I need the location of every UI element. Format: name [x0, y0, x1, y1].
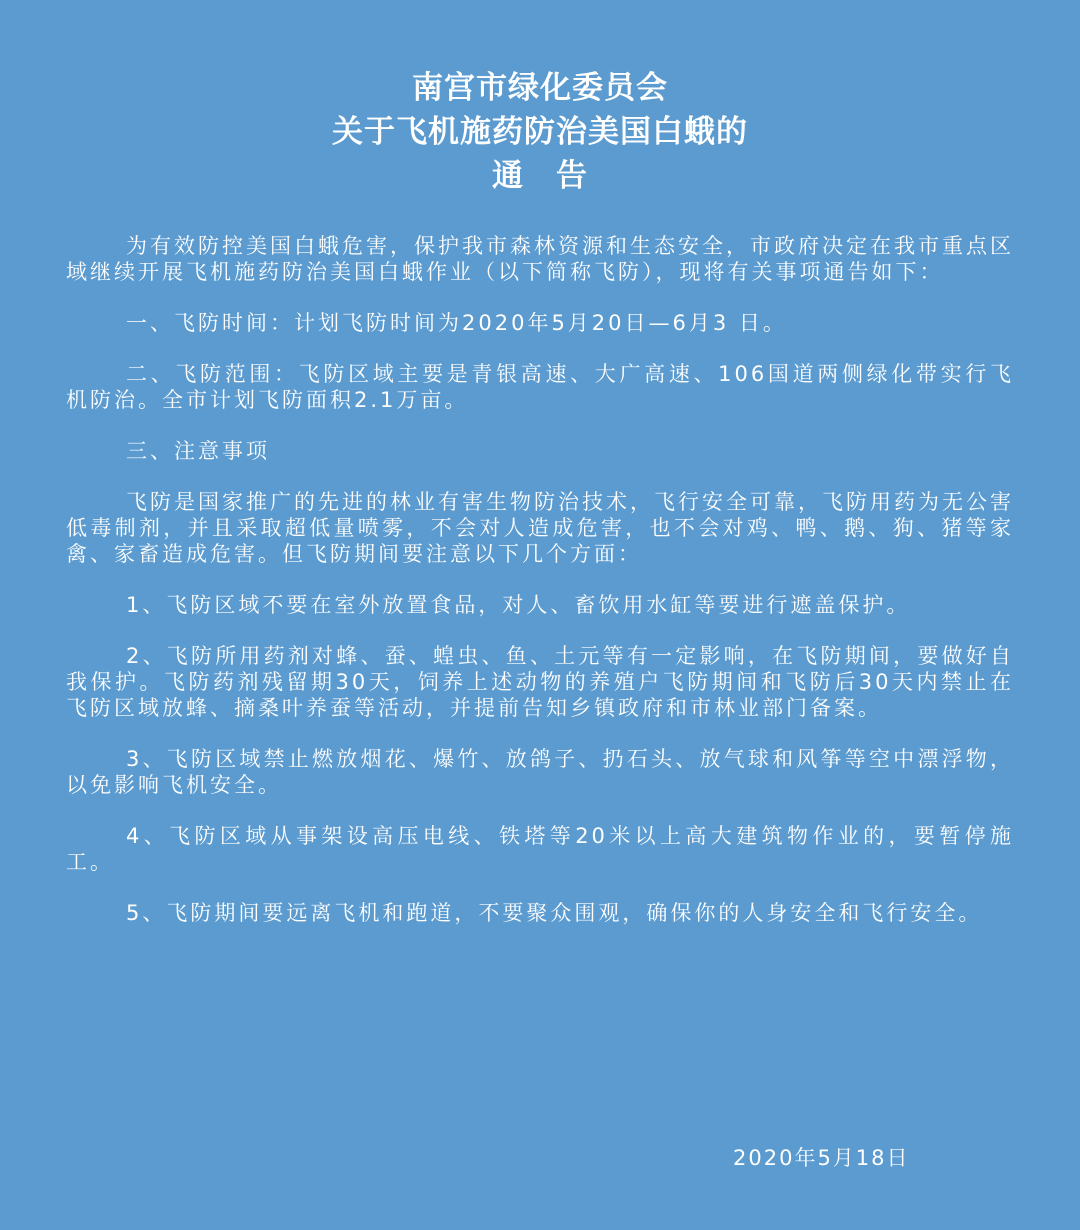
- section-notes-heading: 三、注意事项: [126, 439, 270, 463]
- notice-body: [66, 233, 1014, 951]
- note-item-1: 1、飞防区域不要在室外放置食品，对人、畜饮用水缸等要进行遮盖保护。: [126, 593, 911, 617]
- intro-paragraph: 为有效防控美国白蛾危害，保护我市森林资源和生态安全，市政府决定在我市重点区域继续开展飞机施药防治美国白蛾作业（以下简称飞防），现将有关事项通告如下：: [66, 234, 1014, 284]
- subject-title: 关于飞机施药防治美国白蛾的: [332, 114, 748, 150]
- notes-intro-paragraph: 飞防是国家推广的先进的林业有害生物防治技术，飞行安全可靠，飞防用药为无公害低毒制剂，并且采取超低量喷雾，不会对人造成危害，也不会对鸡、鸭、鹅、狗、猪等家禽、家畜造成危害。但飞防期间要注意以下几个方面：: [66, 490, 1014, 566]
- note-item-4: 4、飞防区域从事架设高压电线、铁塔等20米以上高大建筑物作业的，要暂停施工。: [66, 824, 1014, 874]
- notice-title: [0, 66, 1080, 198]
- note-item-5: 5、飞防期间要远离飞机和跑道，不要聚众围观，确保你的人身安全和飞行安全。: [126, 901, 983, 925]
- section-scope: 二、飞防范围：飞防区域主要是青银高速、大广高速、106国道两侧绿化带实行飞机防治。全市计划飞防面积2.1万亩。: [66, 362, 1014, 412]
- issuer-title: 南宫市绿化委员会: [412, 70, 668, 106]
- notice-date: 2020年5月18日: [733, 1146, 910, 1170]
- note-item-3: 3、飞防区域禁止燃放烟花、爆竹、放鸽子、扔石头、放气球和风筝等空中漂浮物，以免影响飞机安全。: [66, 747, 1014, 797]
- note-item-2: 2、飞防所用药剂对蜂、蚕、蝗虫、鱼、土元等有一定影响，在飞防期间，要做好自我保护。飞防药剂残留期30天，饲养上述动物的养殖户飞防期间和飞防后30天内禁止在飞防区域放蜂、摘桑叶养蚕等活动，并提前告知乡镇政府和市林业部门备案。: [66, 644, 1014, 720]
- notice-heading: 通 告: [492, 158, 588, 194]
- section-time: 一、飞防时间：计划飞防时间为2020年5月20日—6月3 日。: [126, 311, 787, 335]
